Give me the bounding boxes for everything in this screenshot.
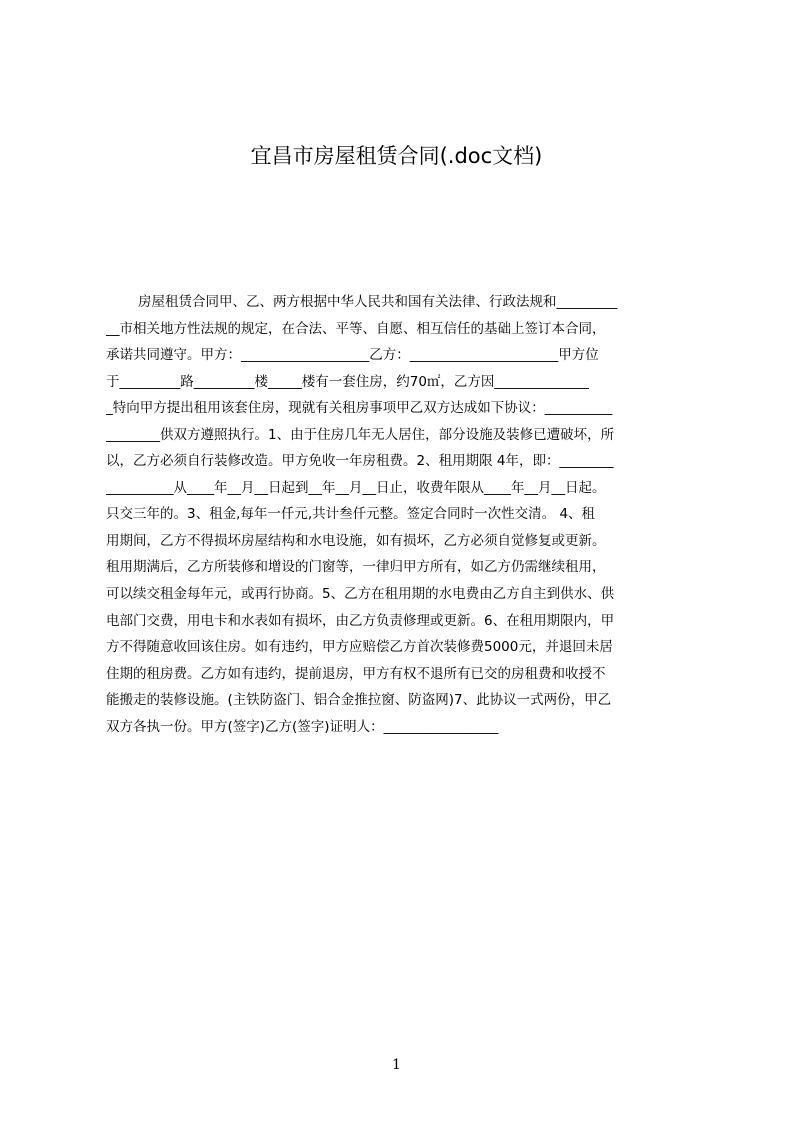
contract-body [106, 289, 698, 759]
body-line: __市相关地方性法规的规定，在合法、平等、自愿、相互信任的基础上签订本合同， [106, 320, 606, 337]
body-line: ________供双方遵照执行。1、由于住房几年无人居住，部分设施及装修已遭破坏，所 [106, 426, 615, 443]
body-line: 能搬走的装修设施。(主铁防盗门、铝合金推拉窗、防盗网)7、此协议一式两份，甲乙 [106, 692, 612, 709]
document-title: 宜昌市房屋租赁合同(.doc文档) [250, 144, 543, 168]
body-line: 方不得随意收回该住房。如有违约，甲方应赔偿乙方首次装修费5000元，并退回未居 [106, 639, 613, 656]
body-line: 承诺共同遵守。甲方：___________________乙方：______________________甲方位 [106, 347, 599, 364]
body-line: 住期的租房费。乙方如有违约，提前退房，甲方有权不退所有已交的房租费和收授不 [106, 665, 606, 682]
body-line: 于_________路_________楼_____楼有一套住房，约70㎡，乙方因______________ [106, 373, 589, 390]
body-line: _特向甲方提出租用该套住房，现就有关租房事项甲乙双方达成如下协议：__________ [106, 400, 613, 417]
body-line: 只交三年的。3、租金,每年一仟元,共计叁仟元整。签定合同时一次性交清。 4、租 [106, 506, 596, 523]
page-number: 1 [392, 1057, 401, 1073]
body-line: 用期间，乙方不得损坏房屋结构和水电设施，如有损坏，乙方必须自觉修复或更新。 [106, 532, 606, 549]
body-line: 双方各执一份。甲方(签字)乙方(签字)证明人：_________________ [106, 718, 499, 735]
body-line: 可以续交租金每年元，或再行协商。5、乙方在租用期的水电费由乙方自主到供水、供 [106, 586, 615, 603]
body-line: 以，乙方必须自行装修改造。甲方免收一年房租费。2、租用期限 4年，即：________ [106, 453, 614, 470]
body-line: 电部门交费，用电卡和水表如有损坏，由乙方负责修理或更新。6、在租用期限内，甲 [106, 612, 615, 629]
body-line: __________从____年__月__日起到__年__月__日止，收费年限从____年__月__日起。 [106, 479, 606, 496]
body-line: 房屋租赁合同甲、乙、两方根据中华人民共和国有关法律、行政法规和_________ [138, 294, 618, 310]
body-line: 租用期满后，乙方所装修和增设的门窗等，一律归甲方所有，如乙方仍需继续租用， [106, 559, 606, 576]
